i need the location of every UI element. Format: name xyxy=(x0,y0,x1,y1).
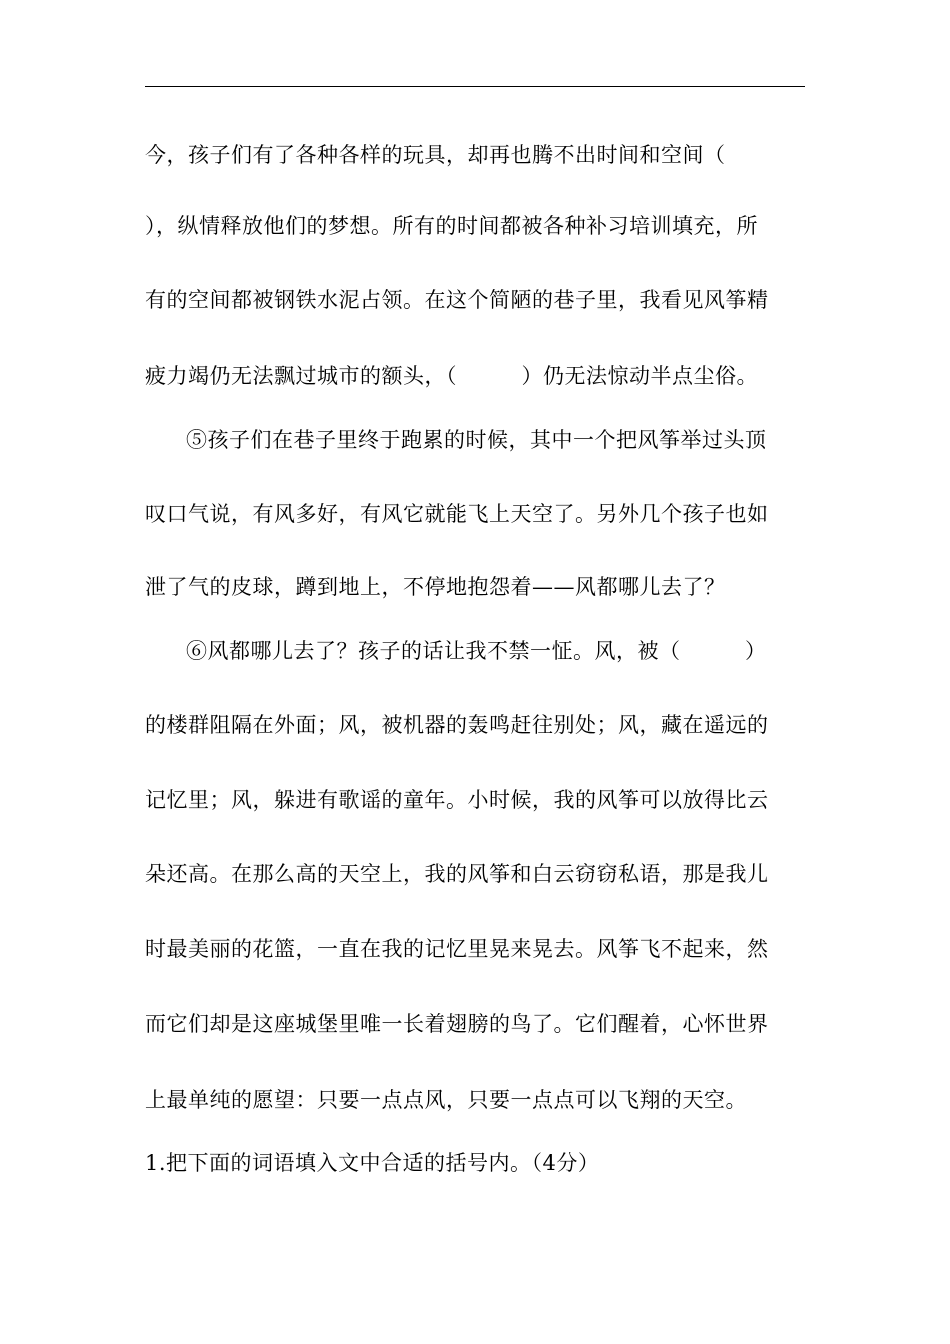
passage-line: 的楼群阻隔在外面；风，被机器的轰鸣赶往别处；风，藏在遥远的 xyxy=(145,713,769,737)
paragraph-6-start: ⑥风都哪儿去了？孩子的话让我不禁一怔。风，被（ ） xyxy=(186,639,767,663)
passage-line: 时最美丽的花篮，一直在我的记忆里晃来晃去。风筝飞不起来，然 xyxy=(145,937,769,961)
passage-line: 叹口气说，有风多好，有风它就能飞上天空了。另外几个孩子也如 xyxy=(145,502,769,526)
passage-line: 朵还高。在那么高的天空上，我的风筝和白云窃窃私语，那是我儿 xyxy=(145,862,769,886)
passage-line: ），纵情释放他们的梦想。所有的时间都被各种补习培训填充，所 xyxy=(145,214,758,238)
passage-line: 今，孩子们有了各种各样的玩具，却再也腾不出时间和空间（ xyxy=(145,143,726,167)
passage-line: 泄了气的皮球，蹲到地上，不停地抱怨着——风都哪儿去了？ xyxy=(145,575,726,599)
passage-line: 记忆里；风，躲进有歌谣的童年。小时候，我的风筝可以放得比云 xyxy=(145,788,769,812)
header-rule xyxy=(145,86,805,87)
passage-line: 有的空间都被钢铁水泥占领。在这个简陋的巷子里，我看见风筝精 xyxy=(145,288,769,312)
passage-line: 疲力竭仍无法飘过城市的额头，（ ）仍无法惊动半点尘俗。 xyxy=(145,364,758,388)
question-1: 1.把下面的词语填入文中合适的括号内。（4分） xyxy=(145,1151,600,1175)
paragraph-5-start: ⑤孩子们在巷子里终于跑累的时候，其中一个把风筝举过头顶 xyxy=(186,428,767,452)
passage-line: 而它们却是这座城堡里唯一长着翅膀的鸟了。它们醒着，心怀世界 xyxy=(145,1012,769,1036)
passage-line: 上最单纯的愿望：只要一点点风，只要一点点可以飞翔的天空。 xyxy=(145,1088,747,1112)
